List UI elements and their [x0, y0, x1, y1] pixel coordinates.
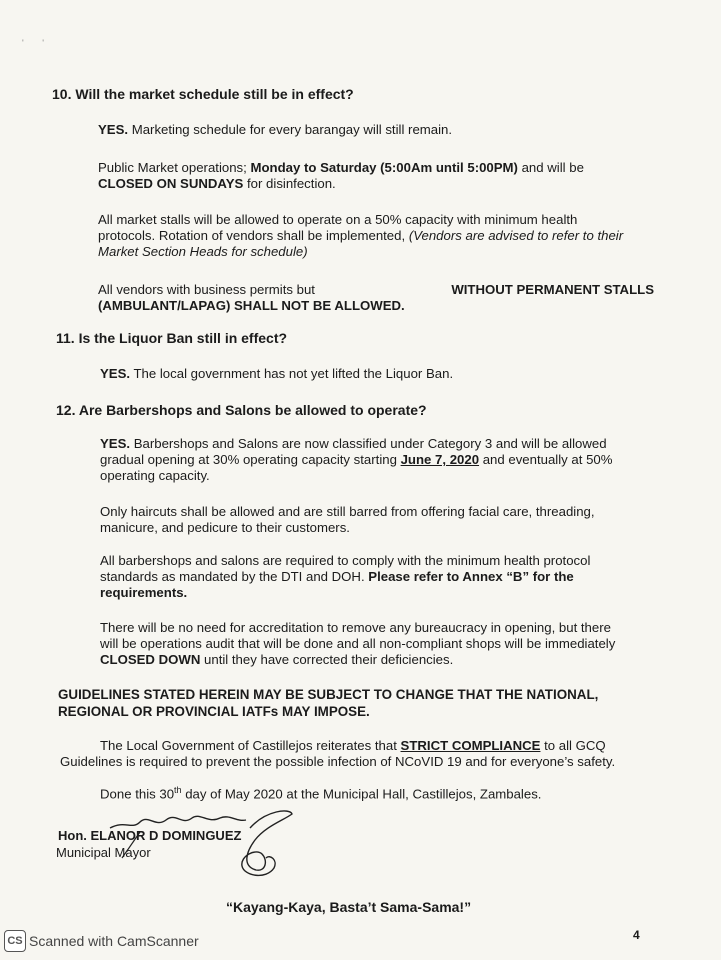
q10-answer-2: Public Market operations; Monday to Saturday (5:00Am until 5:00PM) and will be CLOSED ON SUNDAYS for disinfection.: [98, 160, 584, 191]
q12-answer-2: Only haircuts shall be allowed and are still barred from offering facial care, threading, manicure, and pedicure to their customers.: [100, 504, 595, 535]
question-11: 11. Is the Liquor Ban still in effect?: [56, 330, 288, 346]
camscanner-watermark: CS Scanned with CamScanner: [4, 930, 199, 952]
annex-reference: Please refer to Annex “B” for the: [368, 569, 574, 584]
q10-answer-1: YES. Marketing schedule for every barangay will still remain.: [98, 122, 453, 137]
closing-statement: The Local Government of Castillejos reiterates that STRICT COMPLIANCE to all GCQ Guidelines is required to prevent the possible infection of NCoVID 19 and for everyone’s safety.: [60, 738, 616, 769]
q12-answer-3: All barbershops and salons are required to comply with the minimum health protocol standards as mandated by the DTI and DOH. Please refer to Annex “B” for the requirements.: [100, 553, 591, 600]
scan-marks: ' ': [22, 38, 52, 48]
page-number: 4: [633, 928, 640, 942]
yes-label: YES.: [98, 122, 129, 137]
guidelines-notice: GUIDELINES STATED HEREIN MAY BE SUBJECT TO CHANGE THAT THE NATIONAL, REGIONAL OR PROVINCIAL IATFs MAY IMPOSE.: [58, 687, 599, 719]
question-12: 12. Are Barbershops and Salons be allowed to operate?: [56, 402, 427, 418]
q12-answer-1: YES. Barbershops and Salons are now classified under Category 3 and will be allowed gradual opening at 30% operating capacity starting June 7, 2020 and eventually at 50% operating capacity.: [100, 436, 613, 483]
mayor-title: Municipal Mayor: [56, 845, 151, 860]
q10-answer-4: All vendors with business permits but WITHOUT PERMANENT STALLS (AMBULANT/LAPAG) SHALL NOT BE ALLOWED.: [98, 282, 654, 313]
q12-answer-4: There will be no need for accreditation to remove any bureaucracy in opening, but there will be operations audit that will be done and all non-compliant shops will be immediately CLOSED DOWN until they have corrected their deficiencies.: [100, 620, 616, 667]
strict-compliance: STRICT COMPLIANCE: [400, 738, 541, 753]
done-date-line: Done this 30th day of May 2020 at the Municipal Hall, Castillejos, Zambales.: [100, 785, 542, 802]
mayor-name: Hon. ELANOR D DOMINGUEZ: [58, 828, 242, 843]
camscanner-logo-icon: CS: [4, 930, 26, 952]
start-date: June 7, 2020: [400, 452, 480, 467]
question-10: 10. Will the market schedule still be in effect?: [52, 86, 354, 102]
slogan: “Kayang-Kaya, Basta’t Sama-Sama!”: [226, 899, 472, 915]
q11-answer: YES. The local government has not yet lifted the Liquor Ban.: [100, 366, 454, 381]
q10-answer-3: All market stalls will be allowed to operate on a 50% capacity with minimum health protocols. Rotation of vendors shall be implemented, (Vendors are advised to refer to their Market Section Heads for schedule): [98, 212, 624, 259]
